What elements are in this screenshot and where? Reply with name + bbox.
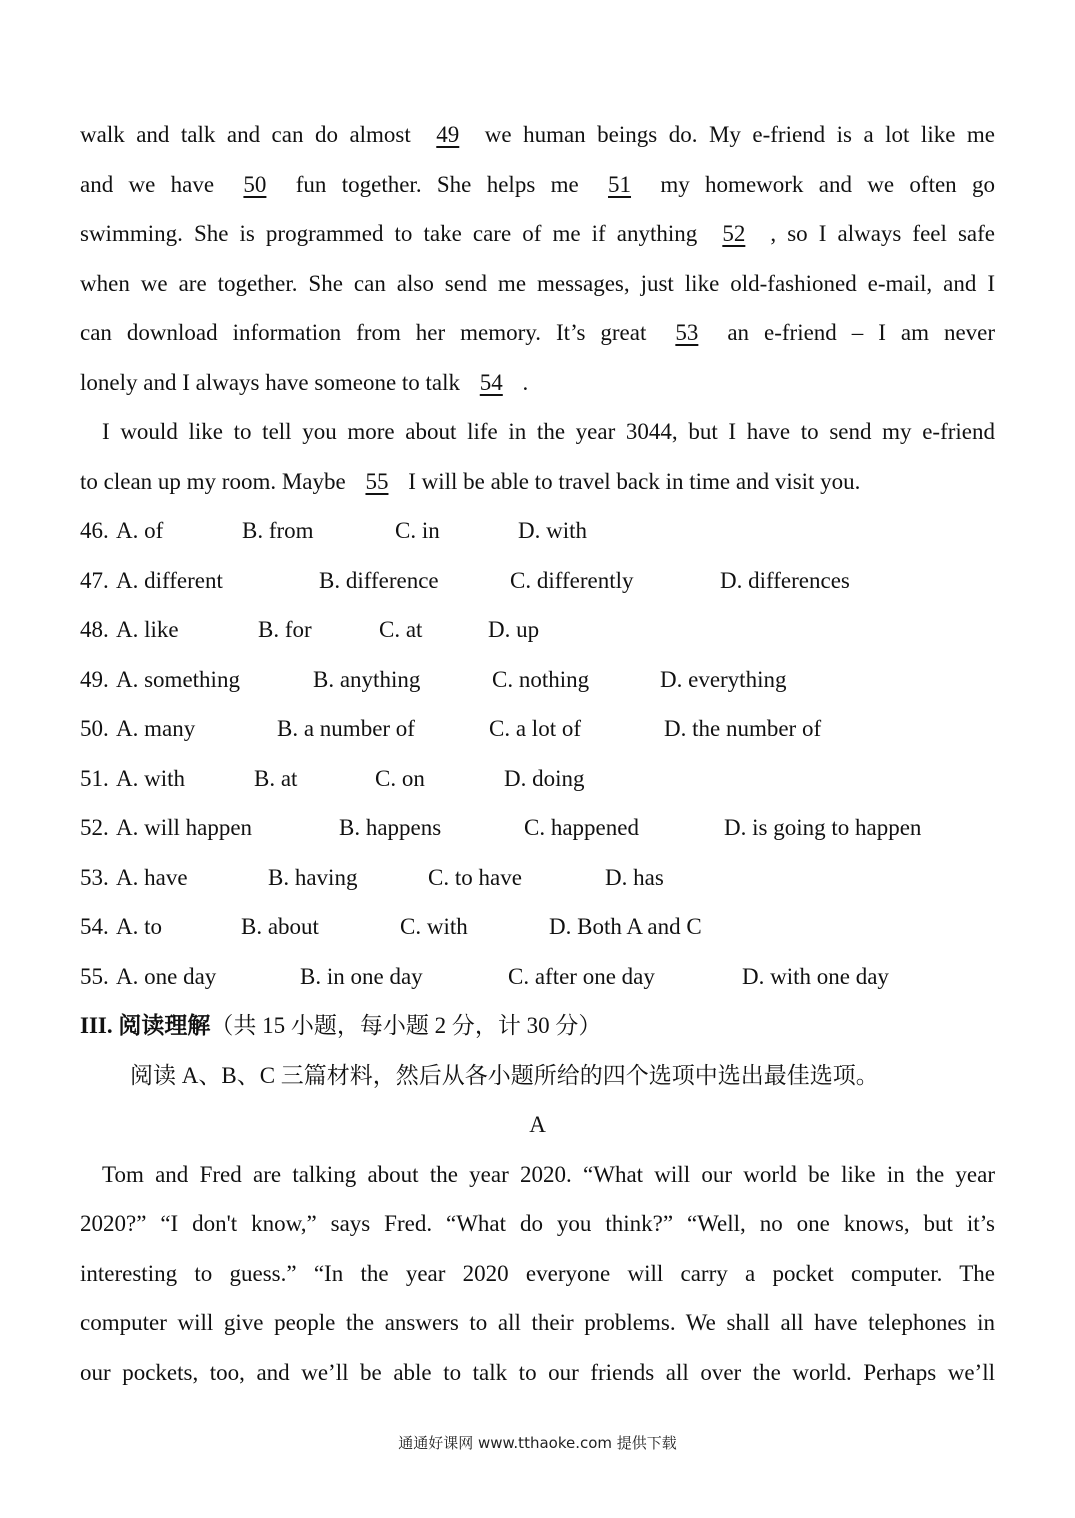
- section-heading: III. 阅读理解（共 15 小题，每小题 2 分，计 30 分）: [80, 1013, 602, 1038]
- question-46: 46. A. of B. from C. in D. with: [80, 518, 587, 543]
- blank-52: 52: [722, 221, 746, 246]
- blank-49: 49: [436, 122, 460, 147]
- section-instruction: 阅读 A、B、C 三篇材料，然后从各小题所给的四个选项中选出最佳选项。: [130, 1062, 879, 1088]
- passage-line: interesting to guess.” “In the year 2020 everyone will carry a pocket computer. The: [80, 1260, 995, 1286]
- question-50: 50. A. many B. a number of C. a lot of D. the number of: [80, 716, 822, 741]
- question-48: 48. A. like B. for C. at D. up: [80, 617, 540, 642]
- blank-53: 53: [675, 320, 699, 345]
- passage-line: computer will give people the answers to all their problems. We shall all have telephones in: [80, 1310, 995, 1335]
- passage-line: swimming. She is programmed to take care of me if anything 52 , so I always feel safe: [80, 221, 995, 246]
- passage-line: our pockets, too, and we’ll be able to talk to our friends all over the world. Perhaps we’ll: [80, 1359, 995, 1385]
- blank-51: 51: [608, 171, 632, 197]
- passage-line: walk and talk and can do almost 49 we human beings do. My e-friend is a lot like me: [80, 122, 995, 147]
- exam-page: [80, 110, 995, 1397]
- passage-line: lonely and I always have someone to talk 54 .: [80, 369, 529, 395]
- question-53: 53. A. have B. having C. to have D. has: [80, 864, 664, 890]
- page-footer: 通通好课网 www.tthaoke.com 提供下载: [398, 1434, 677, 1452]
- passage-label: A: [529, 1112, 546, 1137]
- question-54: 54. A. to B. about C. with D. Both A and C: [80, 914, 702, 939]
- passage-line: 2020?” “I don't know,” says Fred. “What do you think?” “Well, no one knows, but it’s: [80, 1211, 995, 1236]
- question-52: 52. A. will happen B. happens C. happened D. is going to happen: [80, 815, 922, 840]
- passage-line: when we are together. She can also send me messages, just like old-fashioned e-mail, and I: [80, 270, 995, 296]
- question-51: 51. A. with B. at C. on D. doing: [80, 765, 585, 791]
- question-49: 49. A. something B. anything C. nothing D. everything: [80, 666, 787, 692]
- passage-line: to clean up my room. Maybe 55 I will be able to travel back in time and visit you.: [80, 468, 861, 494]
- question-55: 55. A. one day B. in one day C. after one day D. with one day: [80, 963, 889, 989]
- blank-54: 54: [479, 369, 503, 395]
- question-47: 47. A. different B. difference C. differently D. differences: [80, 567, 850, 593]
- blank-55: 55: [365, 468, 389, 494]
- passage-line: I would like to tell you more about life in the year 3044, but I have to send my e-friend: [102, 419, 995, 444]
- passage-line: can download information from her memory. It’s great 53 an e-friend – I am never: [80, 320, 995, 345]
- blank-50: 50: [243, 171, 267, 197]
- passage-line: Tom and Fred are talking about the year 2020. “What will our world be like in the year: [102, 1161, 995, 1187]
- passage-line: and we have 50 fun together. She helps me 51 my homework and we often go: [80, 171, 995, 197]
